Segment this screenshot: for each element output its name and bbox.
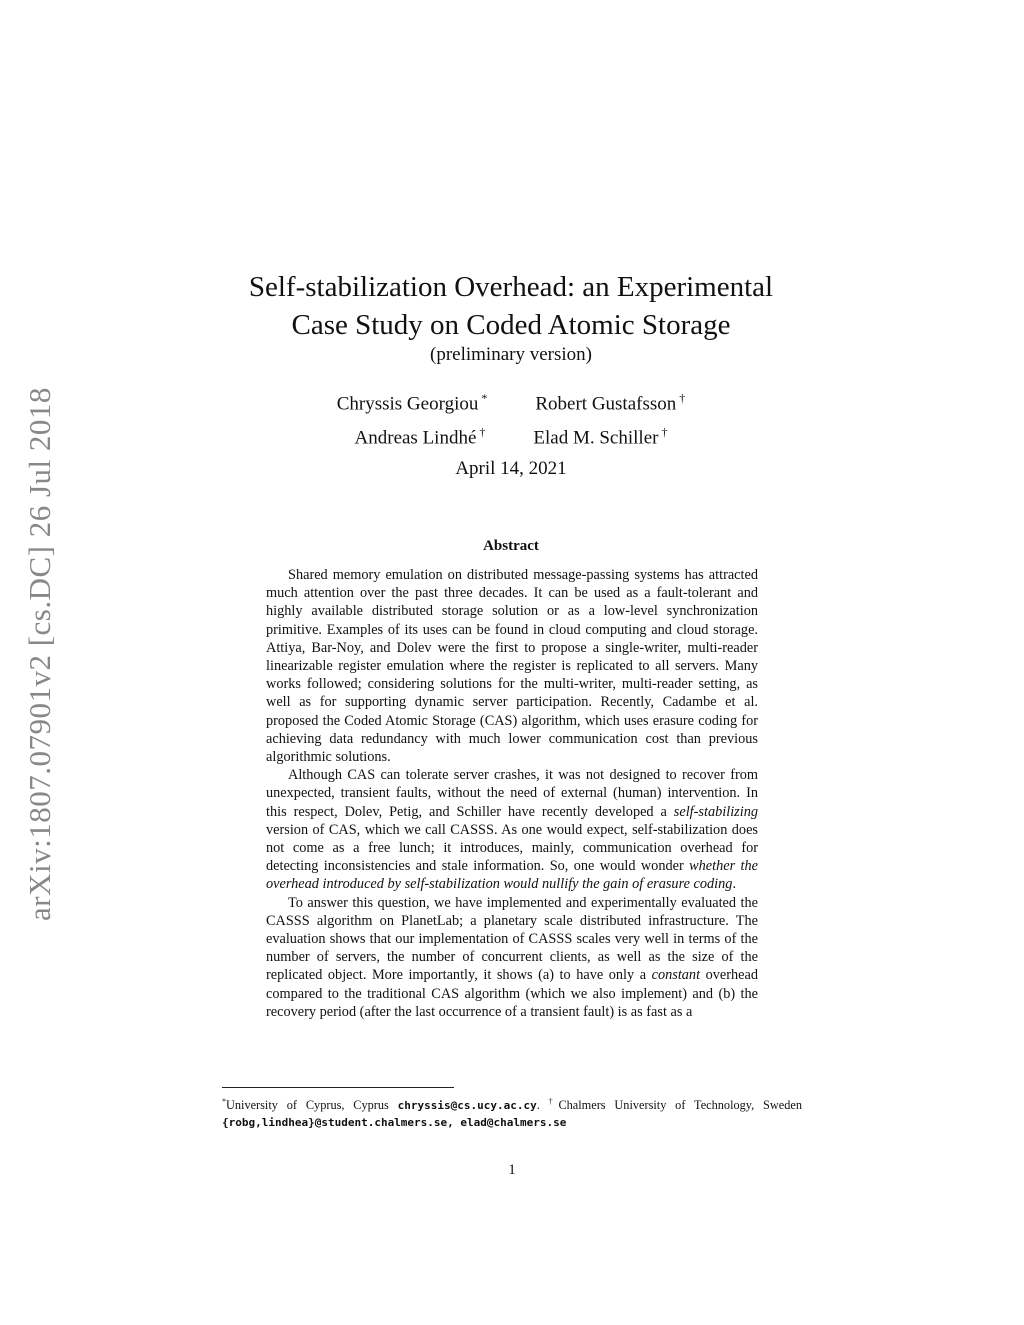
affiliation-mark: † <box>679 391 686 405</box>
author-name: Robert Gustafsson <box>535 393 677 415</box>
affiliation-mark: † <box>479 425 486 439</box>
author-name: Andreas Lindhé <box>354 427 477 449</box>
abstract-paragraph-3 <box>266 894 758 1021</box>
paper-title-line-2: Case Study on Coded Atomic Storage <box>291 309 731 341</box>
author <box>337 384 488 418</box>
affiliation-mark: † <box>661 425 668 439</box>
author <box>355 418 486 452</box>
email-address[interactable]: chryssis@cs.ucy.ac.cy <box>397 1099 537 1113</box>
abstract-body <box>266 566 758 1021</box>
author-row-1 <box>220 384 802 418</box>
abstract-text: version of CAS, which we call CASSS. As one would expect, self-stabilization does not come as a free lunch; it introduces, mainly, communication overhead for detecting inconsistencies and stale information. So, one would wonder <box>266 821 758 875</box>
abstract-paragraph-2 <box>266 766 758 893</box>
author-list <box>220 384 802 452</box>
abstract-emphasis: constant <box>651 967 701 984</box>
author-row-2 <box>220 418 802 452</box>
paper-title-line-1: Self-stabilization Overhead: an Experimental <box>248 271 774 303</box>
abstract-text: . <box>732 876 737 893</box>
footnote-text: Chalmers University of Technology, Sweden <box>558 1098 802 1113</box>
abstract-text: Although CAS can tolerate server crashes, it was not designed to recover from unexpected, transient faults, without the need of external (human) intervention. In this respect, Dolev, Petig, and Schiller have recently developed a <box>266 767 758 820</box>
footnote-mark: * <box>222 1097 226 1106</box>
author <box>535 384 685 418</box>
footnote-rule <box>222 1087 454 1088</box>
author <box>533 418 667 452</box>
paper-title-block <box>200 268 822 366</box>
abstract-paragraph-1: Shared memory emulation on distributed message-passing systems has attracted much attention over the past three decades. It can be used as a fault-tolerant and highly available distributed storage solution or as a low-level synchronization primitive. Examples of its uses can be found in cloud computing and cloud storage. Attiya, Bar-Noy, and Dolev were the first to propose a single-writer, multi-reader linearizable register emulation where the register is replicated to all servers. Many works followed; considering solutions for the multi-writer, multi-reader setting, as well as for supporting dynamic server participation. Recently, Cadambe et al. proposed the Coded Atomic Storage (CAS) algorithm, which uses erasure coding for achieving data redundancy with much lower communication cost than previous algorithmic solutions. <box>266 567 758 766</box>
footnote-text: University of Cyprus, Cyprus <box>226 1098 398 1113</box>
abstract-emphasis: self-stabilizing <box>673 803 758 820</box>
abstract-text: To answer this question, we have implemented and experimentally evaluated the CASSS algorithm on PlanetLab; a planetary scale distributed infrastructure. The evaluation shows that our implementation of CASSS scales very well in terms of the number of servers, the number of concurrent clients, as well as the size of the replicated object. More importantly, it shows (a) to have only a <box>266 894 758 984</box>
paper-subtitle: (preliminary version) <box>430 344 592 365</box>
email-address[interactable]: {robg,lindhea}@student.chalmers.se, elad@chalmers.se <box>222 1116 567 1130</box>
abstract-text: overhead compared to the traditional CAS algorithm (which we also implement) and (b) the recovery period (after the last occurrence of a transient fault) is as fast as a <box>266 967 758 1020</box>
arxiv-identifier-stamp: arXiv:1807.07901v2 [cs.DC] 26 Jul 2018 <box>22 387 57 921</box>
footnote-text: . <box>536 1098 549 1113</box>
affiliation-mark: * <box>481 391 488 405</box>
author-name: Chryssis Georgiou <box>336 393 479 415</box>
abstract-heading: Abstract <box>483 538 539 554</box>
author-name: Elad M. Schiller <box>533 427 659 449</box>
affiliation-footnote <box>222 1094 802 1131</box>
page-number: 1 <box>508 1162 516 1178</box>
abstract-emphasis: whether the overhead introduced by self-stabilization would nullify the gain of erasure coding <box>266 858 758 893</box>
publication-date: April 14, 2021 <box>455 458 567 479</box>
footnote-mark: † <box>548 1097 559 1106</box>
